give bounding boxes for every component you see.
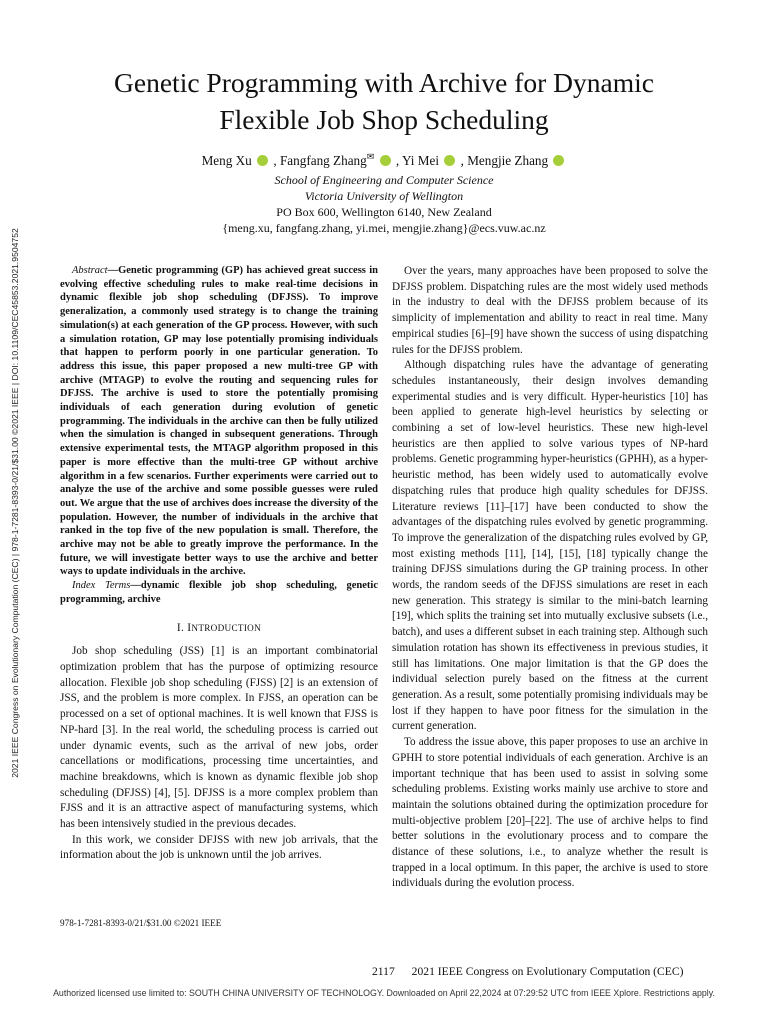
left-column xyxy=(60,264,378,864)
paragraph: In this work, we consider DFJSS with new job arrivals, that the information about the job is unknown until the job arrives. xyxy=(60,833,378,862)
index-terms xyxy=(60,579,378,606)
conference-name: 2021 IEEE Congress on Evolutionary Computation (CEC) xyxy=(411,965,684,978)
orcid-icon[interactable] xyxy=(257,155,268,166)
author-name: Fangfang Zhang xyxy=(279,153,367,168)
authorization-notice: Authorized licensed use limited to: SOUTH CHINA UNIVERSITY OF TECHNOLOGY. Downloaded on April 22,2024 at 07:29:52 UTC from IEEE Xplore. Restrictions apply. xyxy=(53,988,715,998)
author-separator: , xyxy=(460,153,468,168)
orcid-icon[interactable] xyxy=(380,155,391,166)
paragraph: Although dispatching rules have the advantage of generating schedules instantaneously, their design involves demanding experimental studies and is very difficult. Hyper-heuristics [10] has been applied to generate high-level heuristics by selecting or combining a set of low-level heuristics. These new high-level heuristics are then applied to solve various types of NP-hard problems. Genetic programming hyper-heuristics (GPHH), as a hyper-heuristic method, has been widely used to automatically evolve dispatching rules that produce high quality schedules for DFJSS. Literature reviews [11]–[17] have been conducted to show the advantages of the dispatching rules evolved by genetic programming. To improve the generalization of the dispatching rules evolved by GP, most existing methods [11], [14], [15], [18] typically change the training DFJSS simulations during the GP training process. In other words, the random seeds of the DFJSS simulations are reset in each new generation. This strategy is similar to the mini-batch learning [19], which splits the training set into mutually exclusive subsets (i.e., batch), and uses a different subset in each training step. Although such simulation rotation has shown its effectiveness in previous studies, it still has limitations. One major limitation is that the GP does the individual selection purely based on the fitness at the current generation. As a result, some potentially promising individuals may be lost if they happen to have poor fitness for the simulation in the current generation. xyxy=(392,359,708,733)
affiliation xyxy=(40,172,728,236)
author-name: Meng Xu xyxy=(201,153,252,168)
affiliation-school: School of Engineering and Computer Science xyxy=(274,173,494,187)
index-terms-label: Index Terms xyxy=(72,580,131,592)
orcid-icon[interactable] xyxy=(444,155,455,166)
copyright-notice: 978-1-7281-8393-0/21/$31.00 ©2021 IEEE xyxy=(60,918,222,928)
author-name: Yi Mei xyxy=(402,153,439,168)
abstract-text: —Genetic programming (GP) has achieved great success in evolving effective scheduling rules to make real-time decisions in dynamic flexible job shop scheduling (DFJSS). To improve generalization, a commonly used strategy is to change the training simulation(s) at each generation of the GP process. However, with such a simulation rotation, GP may lose potentially promising individuals that happen to perform poorly in one particular generation. To address this issue, this paper proposed a new multi-tree GP with archive (MTAGP) to evolve the routing and sequencing rules for DFJSS. The archive is used to store the potentially promising individuals of each generation during evolution of genetic programming. The individuals in the archive can then be fully utilized when the simulation is changed in subsequent generations. Through extensive experimental tests, the MTAGP algorithm proposed in this paper is more effective than the multi-tree GP without archive algorithm in a few scenarios. Further experiments were carried out to analyze the use of the archive and some possible guesses were ruled out. We argue that the use of archives does increase the diversity of the population. However, the number of individuals in the archive that ranked in the top five of the new population is small. Therefore, the archive may not be able to greatly improve the performance. In the future, we will investigate better ways to use the archive and better ways to update individuals in the archive. xyxy=(60,265,378,578)
right-column xyxy=(392,264,708,892)
paragraph: To address the issue above, this paper proposes to use an archive in GPHH to store potential individuals of each generation. Archive is an important technique that has been used to assist in solving some scheduling problems. Existing works mainly use archive to store and maintain the solutions obtained during the optimization procedure for multi-objective problem [20]–[22]. The use of archive helps to find better solutions in the evolutionary process and to compare the distance of these solutions, i.e., to analyze whether the result is trapped in a local optimum. In this paper, the archive is used to store individuals during the evolution process. xyxy=(392,736,708,890)
doi-sidebar xyxy=(6,208,24,798)
page-footer xyxy=(372,965,683,978)
doi-sidebar-text: 2021 IEEE Congress on Evolutionary Computation (CEC) | 978-1-7281-8393-0/21/$31.00 ©2021 IEEE | DOI: 10.1109/CEC45853.2021.9504752 xyxy=(10,228,20,778)
orcid-icon[interactable] xyxy=(553,155,564,166)
paper-title xyxy=(40,64,728,138)
paragraph: Over the years, many approaches have been proposed to solve the DFJSS problem. Dispatching rules are the most widely used methods in the industry to deal with the DFJSS problem because of its simplicity of implementation and ability to react in real time. Many empirical studies [6]–[9] have shown the success of using dispatching rules for the DFJSS problem. xyxy=(392,265,708,356)
section-number: I. I xyxy=(176,621,192,634)
author-list xyxy=(40,152,728,170)
abstract xyxy=(60,264,378,579)
affiliation-emails: {meng.xu, fangfang.zhang, yi.mei, mengjie.zhang}@ecs.vuw.ac.nz xyxy=(222,221,546,235)
paragraph: Job shop scheduling (JSS) [1] is an important combinatorial optimization problem that has the purpose of optimizing resource allocation. Flexible job shop scheduling (FJSS) [2] is an extension of JSS, and the problem is more complex. In FJSS, an operation can be processed on a set of optional machines. It is well known that FJSS is NP-hard [3]. In the real world, the scheduling process is carried out under dynamic events, such as the arrival of new jobs, order cancellations or modifications, processing time uncertainties, and machine breakdowns, which is known as dynamic flexible job shop scheduling (DFJSS) [4], [5]. DFJSS is a more complex problem than FJSS and it is an attractive aspect of manufacturing systems, which has been intensively studied in the previous decades. xyxy=(60,645,378,831)
index-terms-text: —dynamic flexible job shop scheduling, genetic programming, archive xyxy=(60,580,378,605)
author-name: Mengjie Zhang xyxy=(467,153,549,168)
title-line-2: Flexible Job Shop Scheduling xyxy=(219,104,549,135)
abstract-label: Abstract xyxy=(72,265,108,276)
section-heading-introduction xyxy=(60,621,378,637)
author-separator: , xyxy=(395,153,402,168)
affiliation-university: Victoria University of Wellington xyxy=(304,189,464,203)
author-separator: , xyxy=(273,153,280,168)
page-number: 2117 xyxy=(372,965,395,978)
affiliation-address: PO Box 600, Wellington 6140, New Zealand xyxy=(276,205,492,219)
title-line-1: Genetic Programming with Archive for Dynamic xyxy=(114,67,654,98)
envelope-icon: ✉ xyxy=(366,151,375,162)
section-title: NTRODUCTION xyxy=(191,622,262,633)
